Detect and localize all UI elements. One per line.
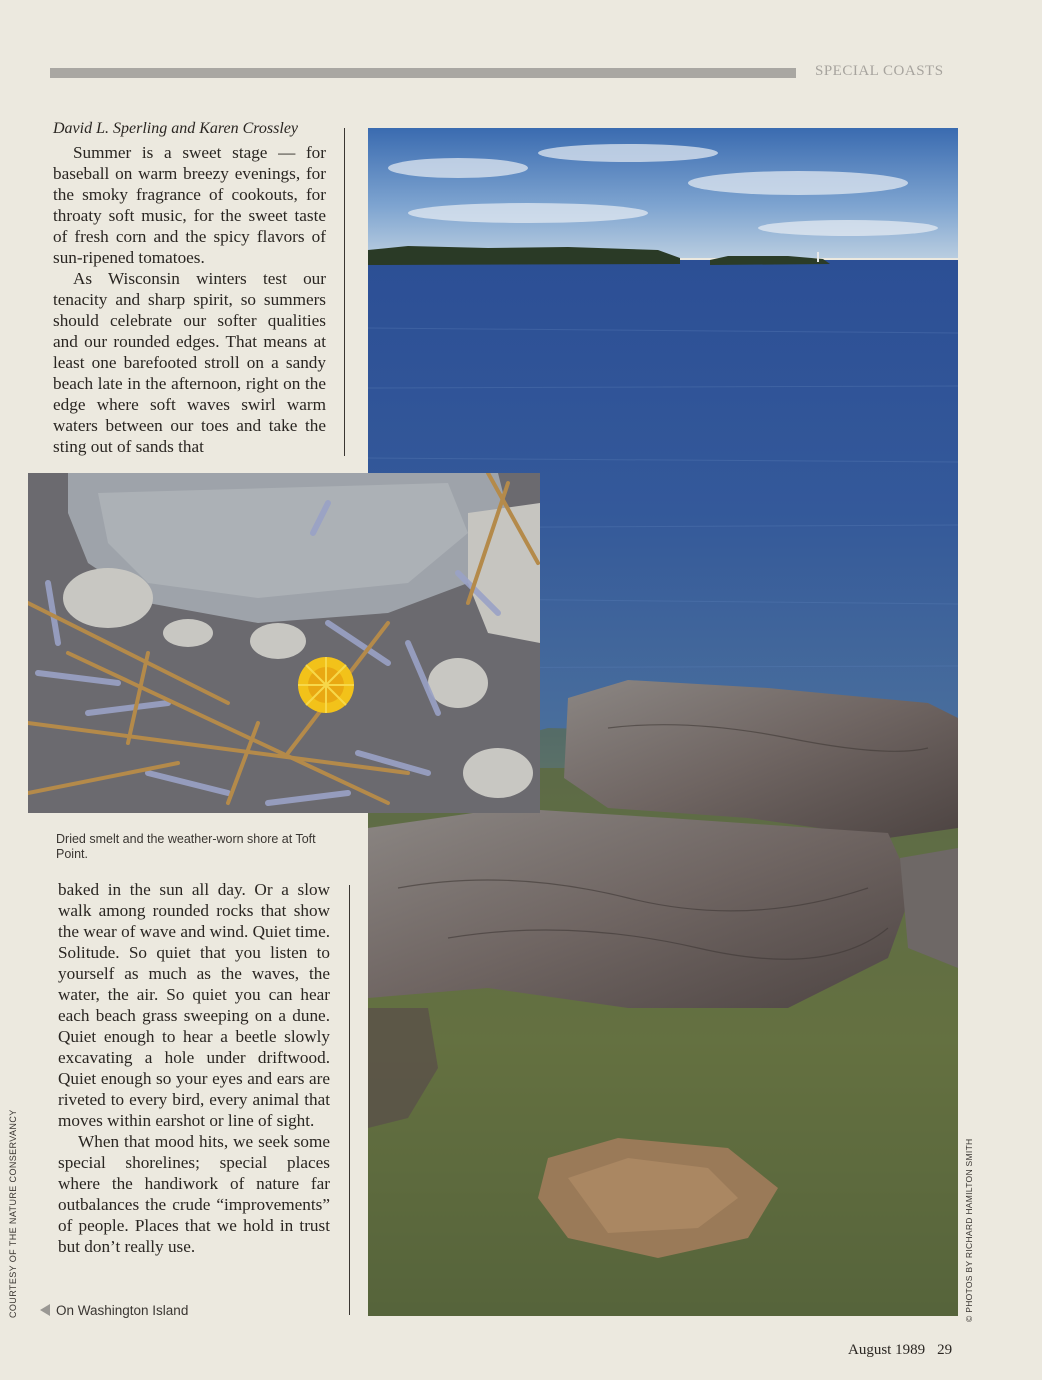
column-rule <box>349 885 350 1315</box>
page-footer <box>848 1342 952 1359</box>
article-paragraph: baked in the sun all day. Or a slow walk among rounded rocks that show the wear of wave and wind. Quiet time. Solitude. So quiet that you listen to yourself as much as the waves, the water, the air. So quiet you can hear each beach grass sweeping on a dune. Quiet enough to hear a beetle slowly excavating a hole under driftwood. Quiet enough so your eyes and ears are riveted to every bird, every animal that moves within earshot or line of sight. <box>58 880 330 1130</box>
inset-photo-caption: Dried smelt and the weather-worn shore at Toft Point. <box>56 832 316 861</box>
issue-date: August 1989 <box>848 1342 926 1358</box>
inset-photo-toft-point <box>28 473 540 813</box>
section-title: SPECIAL COASTS <box>815 63 944 79</box>
article-column-1 <box>53 142 326 457</box>
arrow-left-icon <box>40 1304 50 1316</box>
page-number: 29 <box>937 1342 953 1358</box>
photo-credit-right: © PHOTOS BY RICHARD HAMILTON SMITH <box>964 1138 974 1322</box>
article-column-2 <box>58 879 330 1257</box>
article-paragraph: When that mood hits, we seek some special shorelines; special places where the handiwork of nature far outbalances the crude “improvements” of people. Places that we hold in trust but don’t really use. <box>58 1132 330 1256</box>
article-paragraph: As Wisconsin winters test our tenacity and sharp spirit, so summers should celebrate our softer qualities and our rounded edges. That means at least one barefooted stroll on a sandy beach late in the afternoon, right on the edge where soft waves swirl warm waters between our toes and take the sting out of sands that <box>53 269 326 456</box>
photo-credit-left: COURTESY OF THE NATURE CONSERVANCY <box>8 1109 18 1318</box>
main-photo-caption <box>40 1303 188 1318</box>
main-photo-caption-text: On Washington Island <box>56 1303 189 1318</box>
column-rule <box>344 128 345 456</box>
article-paragraph: Summer is a sweet stage — for baseball on warm breezy evenings, for the smoky fragrance of cookouts, for throaty soft music, for the sweet taste of fresh corn and the spicy flavors of sun-ripened tomatoes. <box>53 143 326 267</box>
header-rule <box>50 68 796 78</box>
byline: David L. Sperling and Karen Crossley <box>53 120 299 137</box>
